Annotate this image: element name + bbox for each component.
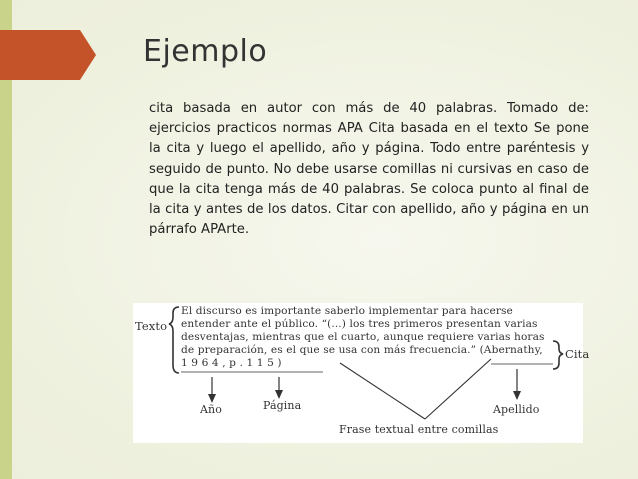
quote-line-2: entender ante el público. “(...) los tres primeros presentan varias [181, 318, 538, 330]
label-apellido: Apellido [493, 403, 540, 416]
label-texto: Texto [135, 319, 168, 333]
label-pagina: Página [263, 399, 302, 412]
quote-line-4: de preparación, es el que se usa con más frecuencia.” (Abernathy, [181, 344, 543, 356]
body-paragraph: cita basada en autor con más de 40 palabras. Tomado de: ejercicios practicos normas APA Cita basada en el texto Se pone la cita y luego el apellido, año y página. Todo entre paréntesis y seguido de punto. No debe usarse comillas ni cursivas en caso de que la cita tenga más de 40 palabras. Se coloca punto al final de la cita y antes de los datos. Citar con apellido, año y página en un párrafo APArte. [149, 101, 589, 238]
citation-diagram [133, 303, 590, 443]
slide-title: Ejemplo [143, 34, 268, 69]
label-frase: Frase textual entre comillas [339, 423, 499, 436]
quote-line-3: desventajas, mientras que el cuarto, aunque requiere varias horas [181, 331, 545, 343]
quote-line-5: 1 9 6 4 , p . 1 1 5 ) [181, 357, 282, 369]
label-anio: Año [200, 403, 222, 416]
title-arrow-tag [0, 30, 96, 80]
label-cita: Cita [565, 347, 590, 361]
quote-line-1: El discurso es importante saberlo implementar para hacerse [181, 305, 513, 317]
